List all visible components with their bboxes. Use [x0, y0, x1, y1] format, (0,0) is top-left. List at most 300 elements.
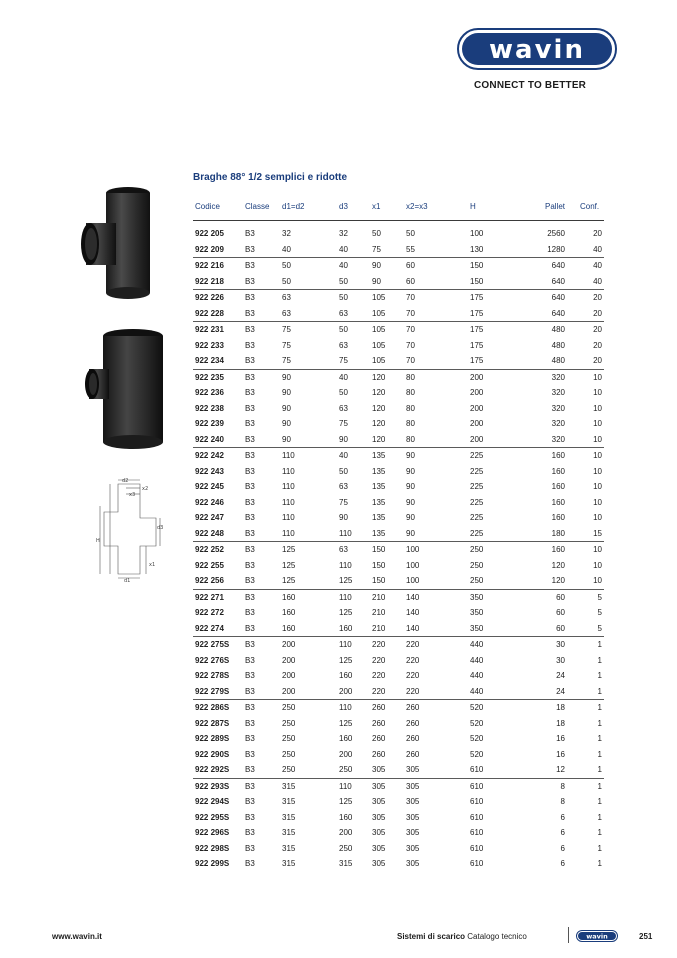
cell-conf: 1: [597, 765, 602, 774]
cell-codice: 922 256: [195, 576, 224, 585]
cell-conf: 1: [597, 812, 602, 822]
cell-x2-x3: 60: [406, 276, 415, 286]
table-row: [193, 558, 604, 574]
cell-x1: 120: [372, 403, 386, 413]
cell-conf: 1: [597, 843, 602, 853]
table-row: [193, 338, 604, 354]
cell-h: 225: [470, 513, 484, 522]
cell-x1: 120: [372, 372, 386, 382]
page-number: 251: [639, 932, 653, 941]
cell-x2-x3: 80: [406, 372, 415, 382]
cell-pallet: 640: [551, 293, 565, 302]
cell-pallet: 8: [560, 797, 565, 806]
cell-codice: 922 231: [195, 325, 224, 334]
tagline: CONNECT TO BETTER: [474, 80, 587, 91]
cell-d3: 50: [339, 325, 348, 334]
table-row: [193, 653, 604, 669]
footer-catalog: [397, 932, 527, 941]
cell-d3: 200: [339, 828, 353, 837]
cell-conf: 40: [593, 261, 602, 270]
cell-pallet: 18: [556, 703, 565, 712]
cell-conf: 10: [593, 545, 602, 554]
cell-x1: 220: [372, 655, 386, 665]
cell-d1-d2: 250: [282, 703, 296, 712]
cell-pallet: 640: [551, 276, 565, 286]
header-d3: d3: [339, 202, 348, 211]
cell-codice: 922 236: [195, 388, 224, 397]
product-table: [193, 226, 604, 872]
cell-h: 610: [470, 828, 484, 837]
cell-classe: B3: [245, 592, 255, 602]
cell-d1-d2: 315: [282, 843, 296, 853]
cell-x2-x3: 305: [406, 828, 420, 837]
cell-conf: 5: [597, 592, 602, 602]
cell-conf: 1: [597, 718, 602, 728]
footer-divider: [568, 927, 569, 943]
cell-x1: 135: [372, 451, 386, 460]
cell-codice: 922 247: [195, 513, 224, 522]
cell-h: 175: [470, 340, 484, 350]
cell-classe: B3: [245, 528, 255, 538]
cell-d1-d2: 90: [282, 419, 291, 428]
header-pallet: Pallet: [545, 202, 566, 211]
cell-conf: 1: [597, 781, 602, 791]
cell-x2-x3: 90: [406, 528, 415, 538]
cell-codice: 922 234: [195, 356, 224, 365]
cell-d3: 125: [339, 797, 353, 806]
cell-x1: 105: [372, 340, 386, 350]
cell-x1: 105: [372, 293, 386, 302]
cell-d3: 90: [339, 434, 348, 444]
cell-x2-x3: 100: [406, 576, 420, 585]
table-row: [193, 289, 604, 306]
cell-classe: B3: [245, 718, 255, 728]
cell-x2-x3: 80: [406, 388, 415, 397]
cell-pallet: 480: [551, 325, 565, 334]
cell-x2-x3: 50: [406, 229, 415, 238]
cell-h: 440: [470, 655, 484, 665]
cell-classe: B3: [245, 276, 255, 286]
cell-classe: B3: [245, 293, 255, 302]
cell-pallet: 60: [556, 623, 565, 633]
cell-pallet: 60: [556, 608, 565, 617]
cell-x2-x3: 80: [406, 403, 415, 413]
table-row: [193, 605, 604, 621]
cell-h: 520: [470, 703, 484, 712]
cell-d1-d2: 200: [282, 640, 296, 649]
cell-x1: 120: [372, 419, 386, 428]
cell-d3: 250: [339, 843, 353, 853]
cell-x1: 210: [372, 608, 386, 617]
cell-classe: B3: [245, 686, 255, 696]
cell-classe: B3: [245, 466, 255, 476]
cell-classe: B3: [245, 843, 255, 853]
cell-conf: 20: [593, 229, 602, 238]
cell-d1-d2: 75: [282, 325, 291, 334]
cell-pallet: 30: [556, 640, 565, 649]
cell-x1: 135: [372, 466, 386, 476]
cell-h: 440: [470, 671, 484, 680]
cell-d3: 63: [339, 403, 348, 413]
table-row: [193, 636, 604, 653]
cell-x1: 135: [372, 482, 386, 491]
header-h: H: [470, 202, 476, 211]
cell-codice: 922 228: [195, 308, 224, 318]
cell-d1-d2: 250: [282, 765, 296, 774]
cell-classe: B3: [245, 765, 255, 774]
cell-classe: B3: [245, 623, 255, 633]
cell-d3: 75: [339, 497, 348, 507]
cell-codice: 922 293S: [195, 781, 230, 791]
table-row: [193, 810, 604, 826]
cell-pallet: 160: [551, 482, 565, 491]
header-conf: Conf.: [580, 202, 600, 211]
cell-h: 175: [470, 356, 484, 365]
cell-classe: B3: [245, 419, 255, 428]
cell-pallet: 160: [551, 497, 565, 507]
footer-catalog-bold: Sistemi di scarico: [397, 932, 466, 941]
table-row: [193, 479, 604, 495]
cell-codice: 922 252: [195, 545, 224, 554]
label-d3: d3: [157, 525, 164, 531]
cell-d1-d2: 50: [282, 261, 291, 270]
cell-d3: 125: [339, 608, 353, 617]
cell-x1: 50: [372, 229, 381, 238]
cell-d1-d2: 315: [282, 828, 296, 837]
cell-codice: 922 205: [195, 229, 224, 238]
cell-pallet: 6: [560, 843, 565, 853]
cell-pallet: 8: [560, 781, 565, 791]
cell-d1-d2: 125: [282, 560, 296, 570]
cell-pallet: 320: [551, 372, 565, 382]
cell-x2-x3: 100: [406, 545, 420, 554]
header-classe: Classe: [245, 202, 270, 211]
footer-wavin-logo: [576, 930, 618, 942]
cell-codice: 922 292S: [195, 765, 230, 774]
cell-d1-d2: 110: [282, 513, 295, 522]
cell-conf: 20: [593, 340, 602, 350]
cell-d1-d2: 315: [282, 781, 296, 791]
cell-x2-x3: 140: [406, 592, 420, 602]
table-row: [193, 464, 604, 480]
cell-x2-x3: 90: [406, 466, 415, 476]
cell-x2-x3: 90: [406, 482, 415, 491]
cell-h: 200: [470, 434, 484, 444]
cell-d3: 90: [339, 513, 348, 522]
cell-h: 175: [470, 308, 484, 318]
cell-d3: 125: [339, 576, 353, 585]
cell-conf: 10: [593, 372, 602, 382]
cell-classe: B3: [245, 261, 255, 270]
cell-codice: 922 271: [195, 592, 224, 602]
cell-x2-x3: 55: [406, 244, 415, 254]
cell-d3: 75: [339, 356, 348, 365]
cell-x2-x3: 70: [406, 293, 415, 302]
cell-codice: 922 245: [195, 482, 224, 491]
cell-d3: 32: [339, 229, 348, 238]
cell-d1-d2: 90: [282, 388, 291, 397]
tee-photo-small: [78, 185, 158, 305]
cell-x1: 210: [372, 623, 386, 633]
cell-conf: 1: [597, 749, 602, 759]
table-row: [193, 274, 604, 290]
footer-logo-text: wavin: [586, 932, 608, 941]
cell-x1: 220: [372, 671, 386, 680]
table-row: [193, 401, 604, 417]
table-row: [193, 621, 604, 637]
cell-h: 225: [470, 451, 484, 460]
cell-x2-x3: 90: [406, 451, 415, 460]
cell-h: 200: [470, 372, 484, 382]
cell-pallet: 16: [556, 734, 565, 743]
cell-h: 440: [470, 686, 484, 696]
cell-d3: 50: [339, 276, 348, 286]
table-row: [193, 762, 604, 778]
cell-conf: 10: [593, 497, 602, 507]
cell-d1-d2: 200: [282, 686, 296, 696]
cell-d1-d2: 125: [282, 545, 296, 554]
cell-conf: 40: [593, 276, 602, 286]
cell-conf: 5: [597, 623, 602, 633]
cell-d1-d2: 75: [282, 356, 291, 365]
cell-h: 200: [470, 419, 484, 428]
cell-codice: 922 243: [195, 466, 224, 476]
cell-conf: 1: [597, 640, 602, 649]
cell-d3: 40: [339, 451, 348, 460]
footer-website[interactable]: www.wavin.it: [52, 932, 102, 941]
cell-classe: B3: [245, 388, 255, 397]
cell-x2-x3: 260: [406, 749, 420, 759]
cell-d3: 200: [339, 749, 353, 759]
table-row: [193, 432, 604, 448]
cell-d1-d2: 250: [282, 718, 296, 728]
cell-x2-x3: 220: [406, 655, 420, 665]
cell-pallet: 320: [551, 403, 565, 413]
cell-codice: 922 289S: [195, 734, 230, 743]
cell-x1: 305: [372, 765, 386, 774]
cell-h: 440: [470, 640, 484, 649]
table-row: [193, 747, 604, 763]
cell-d1-d2: 110: [282, 497, 295, 507]
cell-pallet: 160: [551, 466, 565, 476]
cell-x2-x3: 70: [406, 325, 415, 334]
cell-codice: 922 275S: [195, 640, 230, 649]
table-row: [193, 841, 604, 857]
cell-x1: 220: [372, 640, 386, 649]
cell-x1: 105: [372, 356, 386, 365]
table-row: [193, 306, 604, 322]
cell-pallet: 320: [551, 419, 565, 428]
cell-codice: 922 240: [195, 434, 224, 444]
cell-d1-d2: 110: [282, 528, 295, 538]
cell-pallet: 16: [556, 749, 565, 759]
cell-d3: 110: [339, 528, 352, 538]
cell-pallet: 12: [556, 765, 565, 774]
cell-classe: B3: [245, 812, 255, 822]
cell-classe: B3: [245, 497, 255, 507]
cell-h: 350: [470, 623, 484, 633]
cell-d1-d2: 63: [282, 293, 291, 302]
wavin-logo: [457, 28, 617, 70]
cell-h: 150: [470, 261, 484, 270]
cell-x2-x3: 220: [406, 671, 420, 680]
cell-d1-d2: 315: [282, 812, 296, 822]
cell-h: 200: [470, 388, 484, 397]
cell-d1-d2: 32: [282, 229, 291, 238]
cell-pallet: 1280: [547, 244, 565, 254]
cell-conf: 20: [593, 308, 602, 318]
tee-photo-reduced: [83, 327, 165, 452]
cell-x1: 305: [372, 781, 386, 791]
cell-x2-x3: 220: [406, 640, 420, 649]
cell-conf: 10: [593, 434, 602, 444]
cell-codice: 922 287S: [195, 718, 230, 728]
cell-codice: 922 298S: [195, 843, 230, 853]
cell-h: 350: [470, 592, 484, 602]
cell-pallet: 60: [556, 592, 565, 602]
cell-classe: B3: [245, 513, 255, 522]
cell-d3: 40: [339, 244, 348, 254]
cell-codice: 922 239: [195, 419, 224, 428]
cell-x2-x3: 260: [406, 734, 420, 743]
table-row: [193, 447, 604, 464]
cell-h: 610: [470, 812, 484, 822]
cell-conf: 1: [597, 797, 602, 806]
cell-x1: 105: [372, 308, 386, 318]
cell-x1: 305: [372, 797, 386, 806]
cell-d1-d2: 315: [282, 859, 296, 868]
cell-d3: 160: [339, 734, 353, 743]
cell-classe: B3: [245, 734, 255, 743]
cell-classe: B3: [245, 671, 255, 680]
cell-h: 225: [470, 528, 484, 538]
cell-codice: 922 274: [195, 623, 224, 633]
table-row: [193, 856, 604, 872]
cell-x2-x3: 260: [406, 718, 420, 728]
cell-x1: 105: [372, 325, 386, 334]
cell-x1: 90: [372, 261, 381, 270]
cell-codice: 922 295S: [195, 812, 230, 822]
cell-classe: B3: [245, 434, 255, 444]
cell-x1: 305: [372, 828, 386, 837]
cell-h: 250: [470, 560, 484, 570]
table-row: [193, 716, 604, 732]
cell-classe: B3: [245, 703, 255, 712]
cell-x2-x3: 220: [406, 686, 420, 696]
cell-x1: 220: [372, 686, 386, 696]
cell-classe: B3: [245, 372, 255, 382]
cell-pallet: 160: [551, 451, 565, 460]
cell-d3: 250: [339, 765, 353, 774]
cell-classe: B3: [245, 482, 255, 491]
table-row: [193, 794, 604, 810]
cell-x2-x3: 70: [406, 308, 415, 318]
cell-x2-x3: 70: [406, 340, 415, 350]
cell-classe: B3: [245, 781, 255, 791]
cell-pallet: 160: [551, 545, 565, 554]
cell-pallet: 320: [551, 388, 565, 397]
label-d1: d1: [124, 578, 131, 582]
label-x2: x2: [142, 486, 149, 492]
table-row: [193, 589, 604, 606]
cell-d1-d2: 160: [282, 608, 296, 617]
cell-classe: B3: [245, 451, 255, 460]
cell-x2-x3: 90: [406, 497, 415, 507]
cell-h: 100: [470, 229, 484, 238]
cell-classe: B3: [245, 325, 255, 334]
table-row: [193, 226, 604, 242]
cell-h: 350: [470, 608, 484, 617]
cell-d1-d2: 200: [282, 655, 296, 665]
cell-h: 520: [470, 734, 484, 743]
table-row: [193, 699, 604, 716]
cell-conf: 10: [593, 513, 602, 522]
cell-classe: B3: [245, 640, 255, 649]
cell-conf: 15: [593, 528, 602, 538]
table-row: [193, 573, 604, 589]
cell-codice: 922 278S: [195, 671, 230, 680]
cell-h: 520: [470, 749, 484, 759]
cell-x2-x3: 80: [406, 419, 415, 428]
cell-d3: 63: [339, 308, 348, 318]
cell-x1: 120: [372, 388, 386, 397]
cell-d1-d2: 315: [282, 797, 296, 806]
cell-d3: 63: [339, 340, 348, 350]
cell-d3: 50: [339, 466, 348, 476]
cell-d1-d2: 90: [282, 372, 291, 382]
cell-d1-d2: 250: [282, 734, 296, 743]
cell-codice: 922 290S: [195, 749, 230, 759]
cell-codice: 922 233: [195, 340, 224, 350]
table-row: [193, 321, 604, 338]
table-row: [193, 257, 604, 274]
cell-classe: B3: [245, 576, 255, 585]
cell-x1: 210: [372, 592, 386, 602]
cell-h: 225: [470, 466, 484, 476]
cell-codice: 922 286S: [195, 703, 230, 712]
cell-d1-d2: 125: [282, 576, 296, 585]
cell-x1: 305: [372, 843, 386, 853]
logo-text: wavin: [489, 35, 585, 65]
cell-h: 150: [470, 276, 484, 286]
cell-pallet: 120: [551, 560, 565, 570]
cell-classe: B3: [245, 749, 255, 759]
cell-conf: 1: [597, 828, 602, 837]
cell-h: 225: [470, 497, 484, 507]
table-row: [193, 385, 604, 401]
dimension-drawing: [96, 476, 170, 582]
cell-x1: 75: [372, 244, 381, 254]
cell-d3: 125: [339, 655, 353, 665]
cell-x2-x3: 305: [406, 765, 420, 774]
cell-conf: 1: [597, 686, 602, 696]
table-row: [193, 825, 604, 841]
cell-conf: 10: [593, 482, 602, 491]
cell-classe: B3: [245, 244, 255, 254]
cell-codice: 922 209: [195, 244, 224, 254]
table-row: [193, 510, 604, 526]
cell-x2-x3: 80: [406, 434, 415, 444]
cell-x1: 150: [372, 545, 386, 554]
cell-conf: 10: [593, 403, 602, 413]
cell-pallet: 6: [560, 828, 565, 837]
cell-conf: 10: [593, 576, 602, 585]
cell-classe: B3: [245, 560, 255, 570]
cell-d1-d2: 110: [282, 466, 295, 476]
cell-classe: B3: [245, 308, 255, 318]
cell-d3: 40: [339, 261, 348, 270]
cell-d3: 110: [339, 592, 352, 602]
